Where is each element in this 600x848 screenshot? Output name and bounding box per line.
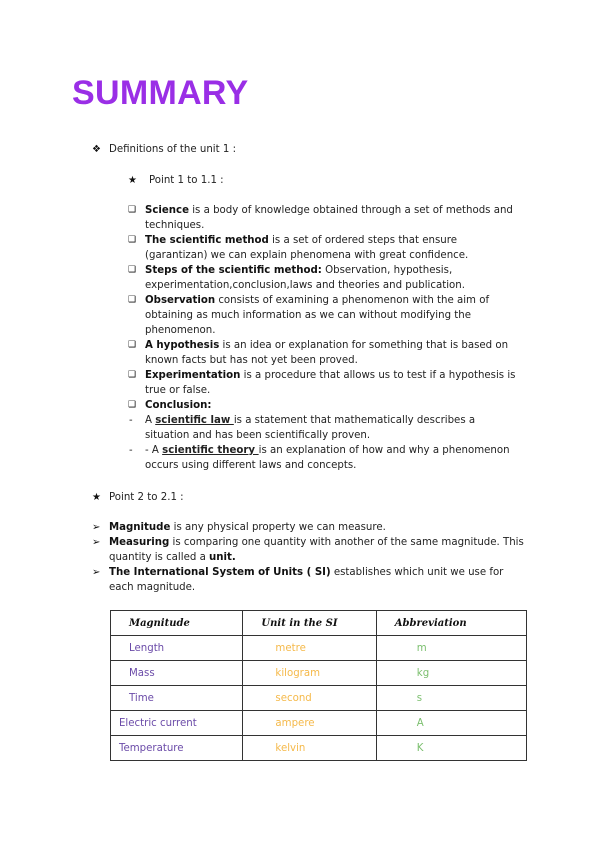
list-item <box>145 338 520 368</box>
magnitude-cell: Length <box>111 636 243 661</box>
item-text: consists of examining a phenomenon with the aim of obtaining as much information as we can without modifying the phenomenon. <box>145 295 490 336</box>
unit-cell: ampere <box>243 711 376 736</box>
abbreviation-cell: s <box>376 686 526 711</box>
table-row <box>111 686 527 711</box>
list-item <box>145 233 520 263</box>
list-item <box>109 565 529 595</box>
item-text: is an explanation of how and why a phenomenon occurs using different laws and concepts. <box>145 445 510 471</box>
item-text: is a procedure that allows us to test if a hypothesis is true or false. <box>145 370 516 396</box>
page-title: SUMMARY <box>72 74 249 112</box>
item-text: is any physical property we can measure. <box>170 522 386 533</box>
magnitude-cell: Mass <box>111 661 243 686</box>
diamond-bullet-icon: ❖ <box>92 144 101 155</box>
magnitude-cell: Electric current <box>111 711 243 736</box>
item-text: is a statement that mathematically describes a situation and has been scientifically proven. <box>145 415 476 441</box>
magnitude-cell: Time <box>111 686 243 711</box>
list-item <box>145 398 520 413</box>
checkbox-bullet-icon: ❑ <box>128 400 137 410</box>
star-bullet-icon: ★ <box>128 175 137 186</box>
item-term: Steps of the scientific method: <box>145 265 322 276</box>
item-text: is an idea or explanation for something that is based on known facts but has not yet been proved. <box>145 340 509 366</box>
item-text: Observation, hypothesis, experimentation,conclusion,laws and theories and publication. <box>145 265 465 291</box>
sub-list-item <box>145 413 520 443</box>
arrow-bullet-icon: ➢ <box>92 567 101 578</box>
column-header: Abbreviation <box>376 611 526 636</box>
star-bullet-icon: ★ <box>92 492 101 503</box>
item-term: Science <box>145 205 189 216</box>
abbreviation-cell: m <box>376 636 526 661</box>
checkbox-bullet-icon: ❑ <box>128 340 137 350</box>
checkbox-bullet-icon: ❑ <box>128 295 137 305</box>
item-term: Magnitude <box>109 522 171 533</box>
unit-cell: metre <box>243 636 376 661</box>
list-item <box>145 203 520 233</box>
item-term: Measuring <box>109 537 170 548</box>
table-row <box>111 636 527 661</box>
item-text: is comparing one quantity with another of the same magnitude. This quantity is called a <box>109 537 524 563</box>
item-prefix: A <box>145 415 156 426</box>
unit-cell: second <box>243 686 376 711</box>
list-item <box>145 368 520 398</box>
table-row <box>111 661 527 686</box>
item-text: is a set of ordered steps that ensure (garantizan) we can explain phenomena with great confidence. <box>145 235 469 261</box>
checkbox-bullet-icon: ❑ <box>128 370 137 380</box>
si-units-table <box>110 610 527 761</box>
point-heading: Point 2 to 2.1 : <box>109 492 184 503</box>
table-header-row <box>111 611 527 636</box>
item-text: is a body of knowledge obtained through a set of methods and techniques. <box>145 205 513 231</box>
checkbox-bullet-icon: ❑ <box>128 265 137 275</box>
list-item <box>109 520 529 535</box>
list-item <box>145 293 520 338</box>
abbreviation-cell: kg <box>376 661 526 686</box>
item-term: A hypothesis <box>145 340 220 351</box>
unit-cell: kelvin <box>243 736 376 761</box>
item-term: scientific law <box>155 415 234 426</box>
item-term: Experimentation <box>145 370 241 381</box>
item-prefix: - A <box>145 445 163 456</box>
list-item <box>145 263 520 293</box>
sub-list-item <box>145 443 520 473</box>
item-term: Observation <box>145 295 216 306</box>
table-row <box>111 736 527 761</box>
item-term: unit. <box>209 552 236 563</box>
list-item <box>109 535 529 565</box>
item-term: Conclusion: <box>145 400 212 411</box>
unit-cell: kilogram <box>243 661 376 686</box>
checkbox-bullet-icon: ❑ <box>128 205 137 215</box>
magnitude-cell: Temperature <box>111 736 243 761</box>
item-term: The International System of Units ( SI) <box>109 567 331 578</box>
arrow-bullet-icon: ➢ <box>92 522 101 533</box>
column-header: Magnitude <box>111 611 243 636</box>
dash-bullet: - <box>129 445 133 456</box>
abbreviation-cell: K <box>376 736 526 761</box>
abbreviation-cell: A <box>376 711 526 736</box>
checkbox-bullet-icon: ❑ <box>128 235 137 245</box>
section-heading: Definitions of the unit 1 : <box>109 144 237 155</box>
table-row <box>111 711 527 736</box>
item-text: establishes which unit we use for each magnitude. <box>109 567 504 593</box>
item-term: The scientific method <box>145 235 269 246</box>
column-header: Unit in the SI <box>243 611 376 636</box>
item-term: scientific theory <box>162 445 259 456</box>
arrow-bullet-icon: ➢ <box>92 537 101 548</box>
point-heading: Point 1 to 1.1 : <box>149 175 224 186</box>
dash-bullet: - <box>129 415 133 426</box>
